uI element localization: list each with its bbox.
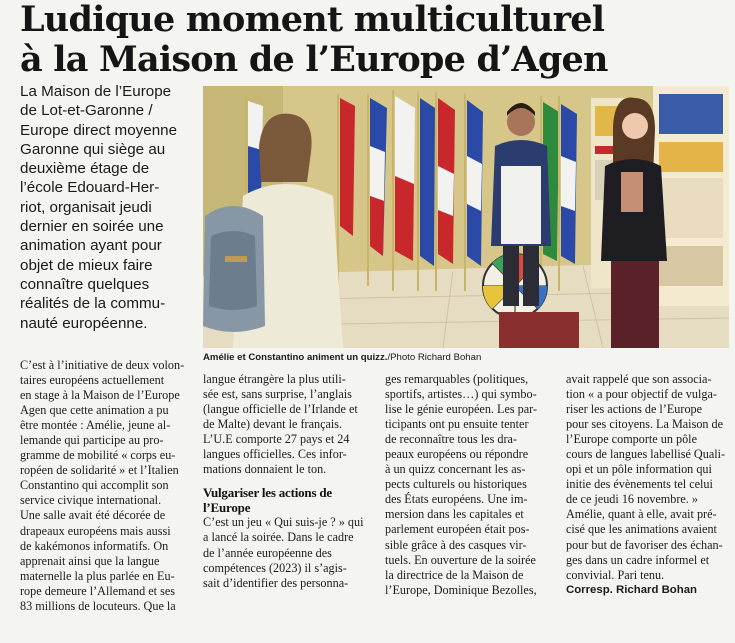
body-line: parlement européen était pos- bbox=[385, 522, 530, 537]
body-line: lemande qui participe au pro- bbox=[20, 433, 164, 448]
body-line: peaux européens ou répondre bbox=[385, 447, 529, 462]
lede-line: objet de mieux faire bbox=[20, 256, 153, 274]
body-line: taires européens actuellement bbox=[20, 373, 165, 388]
body-line: être montée : Amélie, jeune al- bbox=[20, 418, 171, 433]
lede-line: riot, organisait jeudi bbox=[20, 198, 152, 216]
body-line: convivial. Pari tenu. bbox=[566, 567, 665, 582]
column-4-body bbox=[566, 372, 735, 583]
body-line: de kakémonos informatifs. On bbox=[20, 538, 169, 553]
lede-line: Garonne qui siège au bbox=[20, 140, 166, 158]
body-line: de Malte) devant le français. bbox=[203, 417, 343, 432]
body-line: compétences (2023) il s’agis- bbox=[203, 560, 347, 575]
lede-line: deuxième étage de bbox=[20, 160, 150, 178]
body-line: pects culturels ou historiques bbox=[385, 477, 527, 492]
body-line: rope demeure l’Allemand et ses bbox=[20, 583, 175, 598]
subheading-line: Vulgariser les actions de bbox=[203, 485, 332, 501]
body-line: maternelle la plus parlée en Eu- bbox=[20, 568, 175, 583]
body-line: sportifs, artistes…) qui symbo- bbox=[385, 387, 537, 402]
headline-line-1: Ludique moment multiculturel bbox=[20, 0, 605, 40]
body-line: mations donnaient le ton. bbox=[203, 462, 327, 477]
body-line: de ce jeudi 16 novembre. » bbox=[566, 492, 698, 507]
body-line: 83 millions de locuteurs. Que la bbox=[20, 598, 176, 613]
caption-text: Amélie et Constantino animent un quizz. bbox=[203, 352, 388, 363]
column-2-body-a bbox=[203, 372, 373, 477]
body-line: ges remarquables (politiques, bbox=[385, 372, 529, 386]
body-line: opi et un pôle information qui bbox=[566, 462, 712, 477]
lede-line: l’école Edouard-Her- bbox=[20, 179, 160, 197]
body-line: sible grâce à des casques vir- bbox=[385, 537, 527, 552]
body-line: Constantino qui accomplit son bbox=[20, 478, 169, 493]
headline-line-2: à la Maison de l’Europe d’Agen bbox=[20, 39, 608, 80]
body-line: (langue officielle de l’Irlande et bbox=[203, 402, 358, 417]
body-line: service civique international. bbox=[20, 493, 162, 508]
body-line: de reconnaître tous les dra- bbox=[385, 432, 517, 447]
body-line: mersion dans les capitales et bbox=[385, 507, 524, 522]
column-2-body-b bbox=[203, 515, 373, 590]
body-line: ges dans un cadre informel et bbox=[566, 552, 710, 567]
body-line: ticipants ont pu ensuite tenter bbox=[385, 417, 529, 432]
body-line: avait rappelé que son associa- bbox=[566, 372, 712, 386]
signature: Corresp. Richard Bohan bbox=[566, 583, 698, 596]
lede-line: nauté européenne. bbox=[20, 314, 148, 332]
headline bbox=[20, 0, 720, 80]
body-line: drapeaux européens mais aussi bbox=[20, 523, 171, 538]
body-line: tion « a pour objectif de vulga- bbox=[566, 387, 717, 402]
lede-line: Europe direct moyenne bbox=[20, 121, 178, 139]
body-line: apprenait ainsi que la langue bbox=[20, 553, 160, 568]
body-line: des États européens. Une im- bbox=[385, 492, 528, 507]
body-line: à un quizz concernant les as- bbox=[385, 462, 526, 477]
body-line: C’est un jeu « Qui suis-je ? » qui bbox=[203, 515, 364, 530]
body-line: pour but de favoriser des échan- bbox=[566, 537, 723, 552]
body-line: lise le génie européen. Les par- bbox=[385, 402, 538, 417]
body-line: Une salle avait été décorée de bbox=[20, 508, 166, 523]
body-line: la directrice de la Maison de bbox=[385, 567, 524, 582]
lede-line: animation ayant pour bbox=[20, 237, 162, 255]
body-line: riser les actions de l’Europe bbox=[566, 402, 703, 417]
body-line: Agen que cette animation a pu bbox=[20, 403, 169, 418]
body-line: C’est à l’initiative de deux volon- bbox=[20, 358, 185, 372]
body-line: sait d’identifier des personna- bbox=[203, 575, 349, 590]
article-column-3 bbox=[385, 372, 555, 598]
body-line: pour ses citoyens. La Maison de bbox=[566, 417, 724, 432]
lede-line: réalités de la commu- bbox=[20, 295, 166, 313]
photo-illustration bbox=[203, 86, 729, 348]
lede-line: dernier en soirée une bbox=[20, 218, 164, 236]
article-column-2 bbox=[203, 372, 373, 591]
body-line: a lancé la soirée. Dans le cadre bbox=[203, 530, 354, 545]
article-column-4 bbox=[566, 372, 735, 598]
body-line: ropéen de solidarité » et l’Italien bbox=[20, 463, 179, 478]
body-line: sée est, sans surprise, l’anglais bbox=[203, 387, 352, 402]
lede-line: connaître quelques bbox=[20, 275, 150, 293]
lede-paragraph bbox=[20, 82, 196, 333]
body-line: L’U.E comporte 27 pays et 24 bbox=[203, 432, 350, 447]
body-line: gramme de mobilité « corps eu- bbox=[20, 448, 176, 463]
body-line: cours de langues labellisé Quali- bbox=[566, 447, 726, 462]
article-column-1 bbox=[20, 358, 190, 614]
body-line: langue étrangère la plus utili- bbox=[203, 372, 346, 386]
body-line: de l’année européenne des bbox=[203, 545, 332, 560]
subheading-line: l’Europe bbox=[203, 500, 251, 516]
body-line: langues officielles. Ces infor- bbox=[203, 447, 347, 462]
lede-line: de Lot-et-Garonne / bbox=[20, 102, 153, 120]
caption-credit: /Photo Richard Bohan bbox=[387, 352, 482, 363]
body-line: Amélie, quant à elle, avait pré- bbox=[566, 507, 717, 522]
photo-caption bbox=[203, 352, 729, 364]
body-line: l’Europe comporte un pôle bbox=[566, 432, 697, 447]
subheading bbox=[203, 485, 373, 515]
body-line: l’Europe, Dominique Bezolles, bbox=[385, 582, 537, 597]
lede-line: La Maison de l’Europe bbox=[20, 83, 172, 100]
body-line: initie des évènements tel celui bbox=[566, 477, 713, 492]
body-line: tuels. En ouverture de la soirée bbox=[385, 552, 536, 567]
body-line: cisé que les animations avaient bbox=[566, 522, 717, 537]
article-photo bbox=[203, 86, 729, 348]
body-line: en stage à la Maison de l’Europe bbox=[20, 388, 180, 403]
